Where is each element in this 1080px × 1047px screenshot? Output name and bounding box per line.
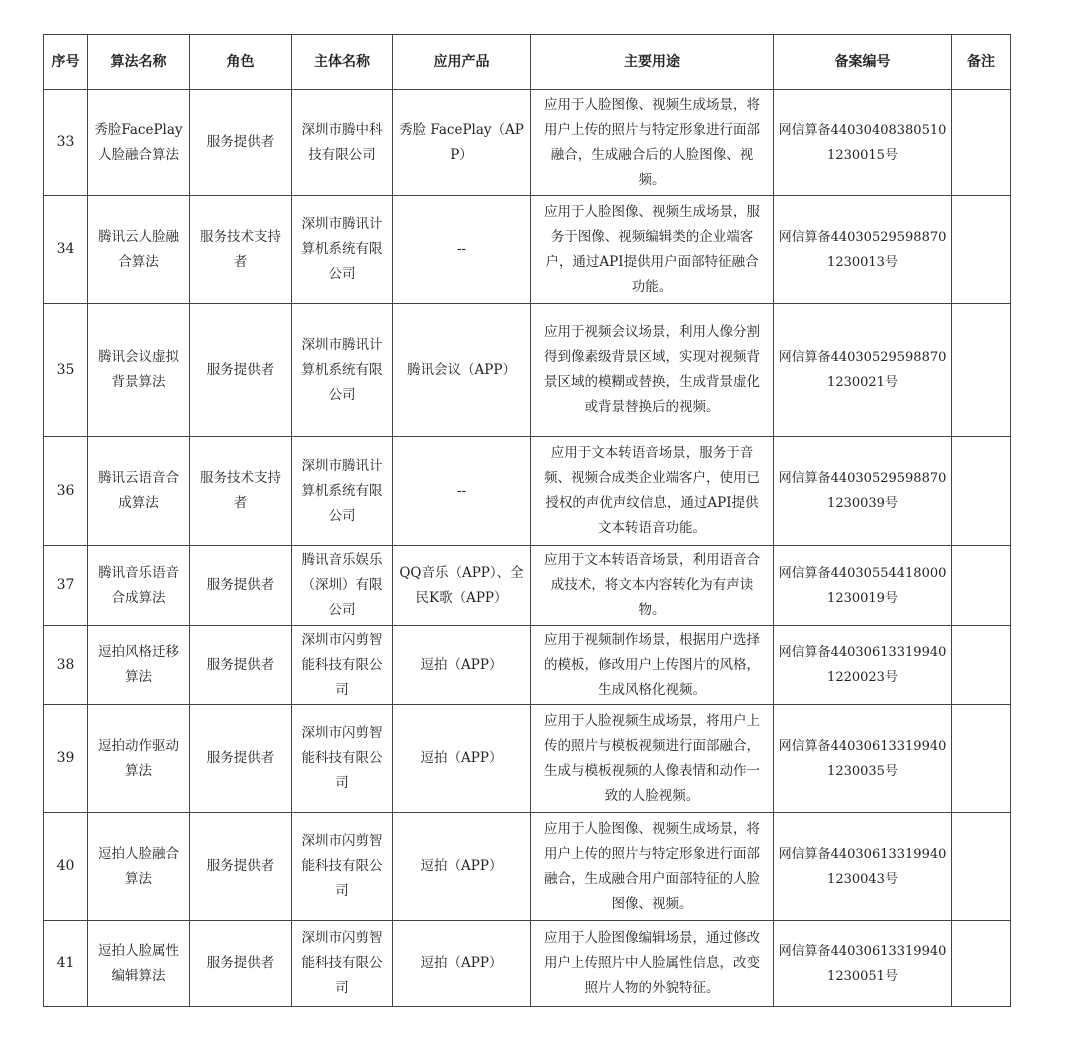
cell-role: 服务提供者 — [190, 921, 292, 1007]
table-row — [44, 90, 1011, 196]
cell-purpose: 应用于人脸图像、视频生成场景，服务于图像、视频编辑类的企业端客户，通过API提供用户面部特征融合功能。 — [531, 196, 774, 304]
cell-note — [952, 437, 1011, 546]
cell-note — [952, 626, 1011, 705]
cell-product: 秀脸 FacePlay（APP） — [393, 90, 531, 196]
cell-name: 腾讯云人脸融合算法 — [88, 196, 190, 304]
cell-note — [952, 196, 1011, 304]
cell-entity: 深圳市腾中科技有限公司 — [292, 90, 393, 196]
cell-note — [952, 546, 1011, 626]
cell-entity: 深圳市闪剪智能科技有限公司 — [292, 626, 393, 705]
cell-product: 逗拍（APP） — [393, 705, 531, 813]
cell-seq: 35 — [44, 304, 88, 437]
cell-entity: 深圳市闪剪智能科技有限公司 — [292, 921, 393, 1007]
cell-note — [952, 921, 1011, 1007]
cell-seq: 34 — [44, 196, 88, 304]
cell-entity: 深圳市闪剪智能科技有限公司 — [292, 813, 393, 921]
cell-entity: 腾讯音乐娱乐（深圳）有限公司 — [292, 546, 393, 626]
header-entity: 主体名称 — [292, 35, 393, 90]
cell-record: 网信算备440306133199401230051号 — [774, 921, 952, 1007]
cell-seq: 33 — [44, 90, 88, 196]
cell-entity: 深圳市腾讯计算机系统有限公司 — [292, 437, 393, 546]
cell-record: 网信算备440305295988701230013号 — [774, 196, 952, 304]
cell-seq: 37 — [44, 546, 88, 626]
cell-role: 服务提供者 — [190, 705, 292, 813]
cell-role: 服务提供者 — [190, 304, 292, 437]
cell-name: 逗拍人脸融合算法 — [88, 813, 190, 921]
cell-role: 服务提供者 — [190, 626, 292, 705]
cell-seq: 36 — [44, 437, 88, 546]
cell-product: -- — [393, 437, 531, 546]
algorithm-registry-table — [43, 34, 1011, 1007]
header-note: 备注 — [952, 35, 1011, 90]
cell-product: QQ音乐（APP）、全民K歌（APP） — [393, 546, 531, 626]
cell-name: 逗拍动作驱动算法 — [88, 705, 190, 813]
cell-role: 服务技术支持者 — [190, 196, 292, 304]
header-purpose: 主要用途 — [531, 35, 774, 90]
cell-record: 网信算备440306133199401230035号 — [774, 705, 952, 813]
table-row — [44, 196, 1011, 304]
cell-name: 秀脸FacePlay人脸融合算法 — [88, 90, 190, 196]
table-row — [44, 813, 1011, 921]
cell-product: 逗拍（APP） — [393, 813, 531, 921]
cell-entity: 深圳市腾讯计算机系统有限公司 — [292, 196, 393, 304]
header-product: 应用产品 — [393, 35, 531, 90]
table-row — [44, 437, 1011, 546]
cell-record: 网信算备440304083805101230015号 — [774, 90, 952, 196]
cell-record: 网信算备440305544180001230019号 — [774, 546, 952, 626]
cell-purpose: 应用于文本转语音场景，利用语音合成技术，将文本内容转化为有声读物。 — [531, 546, 774, 626]
cell-note — [952, 304, 1011, 437]
cell-name: 腾讯音乐语音合成算法 — [88, 546, 190, 626]
cell-product: 逗拍（APP） — [393, 921, 531, 1007]
cell-name: 逗拍风格迁移算法 — [88, 626, 190, 705]
cell-purpose: 应用于视频制作场景，根据用户选择的模板，修改用户上传图片的风格，生成风格化视频。 — [531, 626, 774, 705]
cell-record: 网信算备440305295988701230021号 — [774, 304, 952, 437]
cell-seq: 41 — [44, 921, 88, 1007]
table-row — [44, 626, 1011, 705]
cell-name: 腾讯会议虚拟背景算法 — [88, 304, 190, 437]
table-row — [44, 705, 1011, 813]
cell-note — [952, 705, 1011, 813]
cell-purpose: 应用于人脸图像、视频生成场景，将用户上传的照片与特定形象进行面部融合，生成融合后的人脸图像、视频。 — [531, 90, 774, 196]
table-row — [44, 921, 1011, 1007]
cell-name: 逗拍人脸属性编辑算法 — [88, 921, 190, 1007]
cell-entity: 深圳市腾讯计算机系统有限公司 — [292, 304, 393, 437]
cell-record: 网信算备440305295988701230039号 — [774, 437, 952, 546]
cell-record: 网信算备440306133199401230043号 — [774, 813, 952, 921]
table-row — [44, 304, 1011, 437]
cell-product: 腾讯会议（APP） — [393, 304, 531, 437]
cell-note — [952, 90, 1011, 196]
cell-purpose: 应用于人脸图像编辑场景，通过修改用户上传照片中人脸属性信息，改变照片人物的外貌特征。 — [531, 921, 774, 1007]
cell-seq: 38 — [44, 626, 88, 705]
cell-product: 逗拍（APP） — [393, 626, 531, 705]
cell-role: 服务技术支持者 — [190, 437, 292, 546]
header-seq: 序号 — [44, 35, 88, 90]
table-row — [44, 546, 1011, 626]
cell-purpose: 应用于视频会议场景，利用人像分割得到像素级背景区域，实现对视频背景区域的模糊或替换，生成背景虚化或背景替换后的视频。 — [531, 304, 774, 437]
header-role: 角色 — [190, 35, 292, 90]
cell-seq: 39 — [44, 705, 88, 813]
cell-seq: 40 — [44, 813, 88, 921]
header-name: 算法名称 — [88, 35, 190, 90]
cell-role: 服务提供者 — [190, 546, 292, 626]
table-header-row — [44, 35, 1011, 90]
cell-name: 腾讯云语音合成算法 — [88, 437, 190, 546]
cell-purpose: 应用于人脸图像、视频生成场景，将用户上传的照片与特定形象进行面部融合，生成融合用户面部特征的人脸图像、视频。 — [531, 813, 774, 921]
cell-role: 服务提供者 — [190, 90, 292, 196]
cell-purpose: 应用于人脸视频生成场景，将用户上传的照片与模板视频进行面部融合，生成与模板视频的人像表情和动作一致的人脸视频。 — [531, 705, 774, 813]
cell-record: 网信算备440306133199401220023号 — [774, 626, 952, 705]
cell-role: 服务提供者 — [190, 813, 292, 921]
cell-product: -- — [393, 196, 531, 304]
header-record: 备案编号 — [774, 35, 952, 90]
cell-purpose: 应用于文本转语音场景，服务于音频、视频合成类企业端客户，使用已授权的声优声纹信息，通过API提供文本转语音功能。 — [531, 437, 774, 546]
cell-note — [952, 813, 1011, 921]
cell-entity: 深圳市闪剪智能科技有限公司 — [292, 705, 393, 813]
